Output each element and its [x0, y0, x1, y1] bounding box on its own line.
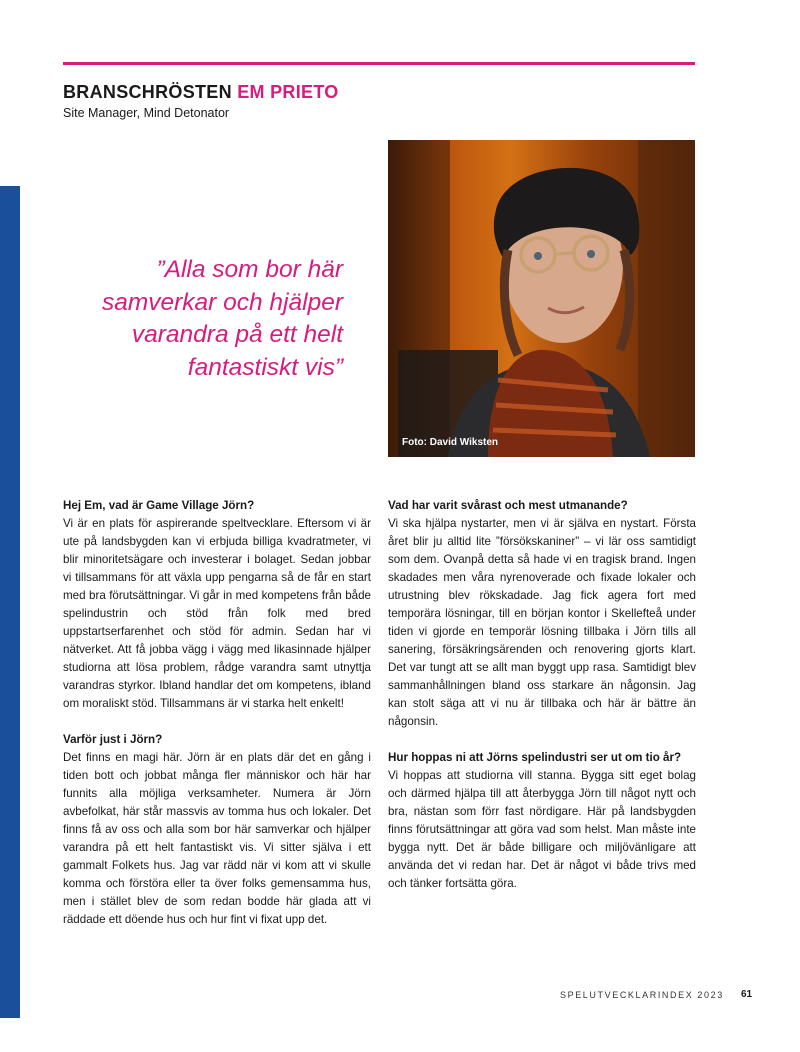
top-accent-rule: [63, 62, 695, 65]
pull-quote: ”Alla som bor här samverkar och hjälper varandra på ett helt fantastiskt vis”: [101, 256, 343, 381]
right-column: [388, 497, 696, 911]
photo-credit: Foto: David Wiksten: [402, 437, 499, 448]
page-title: [63, 82, 339, 103]
answer-paragraph: Vi är en plats för aspirerande speltvecklare. Eftersom vi är ute på landsbygden kan vi erbjuda billiga kvadratmeter, vi blir minoritetsägare och investerar i bolaget. Sedan jobbar vi tillsammans för att växla upp pengarna så de får en start med bra förutsättningar. Vi går in med kompetens från både spelindustrin och stöd från folk med bred uppstartserfarenhet och stöd för admin. Sedan har vi nätverket. Att få jobba vägg i vägg med likasinnade hjälper studiorna att lösa problem, rådge varandra samt utnyttja varandras styrkor. Ibland handlar det om kompetens, ibland om moraliskt stöd. Tillsammans är vi starka helt enkelt!: [63, 517, 371, 710]
footer-publication-title: SPELUTVECKLARINDEX 2023: [560, 990, 724, 1000]
title-name: EM PRIETO: [237, 82, 339, 102]
question-heading: Hej Em, vad är Game Village Jörn?: [63, 499, 255, 512]
answer-paragraph: Vi hoppas att studiorna vill stanna. Bygga sitt eget bolag och därmed hjälpa till att återbygga Jörn till något nytt och bra, nästan som förr fast nördigare. Här på landsbygden finns förutsättningar att göra vad som helst. Man måste inte bygga nytt. Det är både billigare och miljövänligare att använda det vi redan har. Det är något vi både trivs med och tänker fortsätta göra.: [388, 769, 696, 890]
question-heading: Vad har varit svårast och mest utmanande?: [388, 499, 628, 512]
question-heading: Varför just i Jörn?: [63, 733, 163, 746]
title-prefix: BRANSCHRÖSTEN: [63, 82, 232, 102]
portrait-illustration: [388, 140, 695, 457]
portrait-photo: [388, 140, 695, 457]
answer-paragraph: Vi ska hjälpa nystarter, men vi är själva en nystart. Första året blir ju alltid lite ”försökskaniner” – vi lär oss samtidigt som dem. Ovanpå detta så hade vi en tragisk brand. Ingen skadades men våra nyrenoverade och fixade lokaler och utrustning blev rökskadade. Jag fick agera fort med temporära lösningar, till en början kontor i Skellefteå under tiden vi gjorde en temporär lösning tillbaka i Jörn tills all sanering, försäkringsärenden och renovering gjorts klart. Det var tungt att se allt man byggt upp rasa. Samtidigt blev sammanhållningen bland oss starkare än någonsin. Jag kan stolt säga att vi nu är tillbaka och här är bättre än någonsin.: [388, 517, 696, 728]
answer-paragraph: Det finns en magi här. Jörn är en plats där det en gång i tiden bott och jobbat många fler människor och här har funnits alla möjliga verksamheter. Numera är Jörn avbefolkat, här står massvis av tomma hus och lokaler. Det finns få av oss och alla som bor här samverkar och hjälper varandra på ett helt fantastiskt vis. Vi sitter själva i ett gammalt Folkets hus. Jag var rädd när vi kom att vi skulle komma och förstöra eller ta över folks gemensamma hus, men i stället blev de som redan bodde här glada att vi räddade ett döende hus och hur fint vi fixat upp det.: [63, 751, 371, 926]
question-heading: Hur hoppas ni att Jörns spelindustri ser ut om tio år?: [388, 751, 682, 764]
side-color-bar: [0, 186, 20, 1018]
page-number: 61: [741, 989, 753, 1000]
page-subtitle: Site Manager, Mind Detonator: [63, 106, 230, 120]
left-column: [63, 497, 371, 947]
